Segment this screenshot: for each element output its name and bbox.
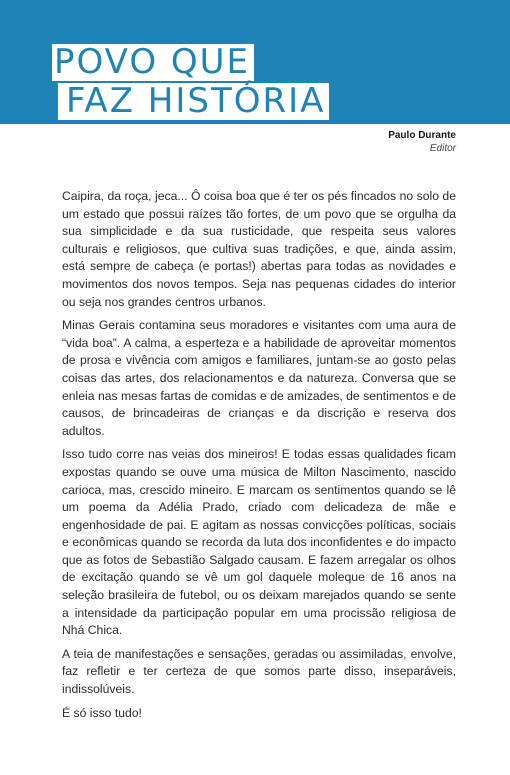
title-line-2: [58, 83, 329, 120]
author-name: Paulo Durante: [388, 130, 456, 141]
byline: [388, 129, 456, 155]
paragraph-4: A teia de manifestações e sensações, geradas ou assimiladas, envolve, faz refletir e ter certeza de que somos parte disso, inseparáveis, indissolúveis.: [62, 646, 456, 697]
author-role: Editor: [429, 143, 456, 154]
paragraph-5: É só isso tudo!: [62, 705, 142, 720]
title-line-1: [52, 44, 254, 81]
paragraph-1: Caipira, da roça, jeca... Ô coisa boa que é ter os pés fincados no solo de um estado que possui raízes tão fortes, de um povo que se orgulha da sua simplicidade e da sua rusticidade, que respeita seus valores culturais e religiosos, que cultiva suas tradições, e que, ainda assim, está sempre de cabeça (e portas!) abertas para todas as novidades e movimentos dos novos tempos. Seja nas pequenas cidades do interior ou seja nos grandes centros urbanos.: [62, 189, 456, 309]
article-body: [62, 188, 456, 728]
title-text-2: FAZ HISTÓRIA: [66, 81, 326, 121]
title-text-1: POVO QUE: [54, 42, 251, 82]
paragraph-2: Minas Gerais contamina seus moradores e visitantes com uma aura de “vida boa”. A calma, a esperteza e a habilidade de aproveitar momentos de prosa e vivência com amigos e familiares, juntam-se ao gosto pelas coisas das artes, dos relacionamentos e da natureza. Conversa que se enleia nas mesas fartas de comidas e de amizades, de sentimentos e de causos, de brincadeiras de crianças e da discrição e reserva dos adultos.: [62, 318, 456, 438]
paragraph-3: Isso tudo corre nas veias dos mineiros! E todas essas qualidades ficam expostas quando se ouve uma música de Milton Nascimento, nascido carioca, mas, crescido mineiro. E marcam os sentimentos quando se lê um poema da Adélia Prado, criado com delicadeza de mãe e engenhosidade de pai. E agitam as nossas convicções políticas, sociais e econômicas quando se recorda da luta dos inconfidentes e do impacto que as fotos de Sebastião Salgado causam. E fazem arregalar os olhos de excitação quando se vê um gol daquele moleque de 16 anos na seleção brasileira de futebol, ou os deixam marejados quando se sente a intensidade da participação popular em uma procissão religiosa de Nhá Chica.: [62, 447, 456, 638]
